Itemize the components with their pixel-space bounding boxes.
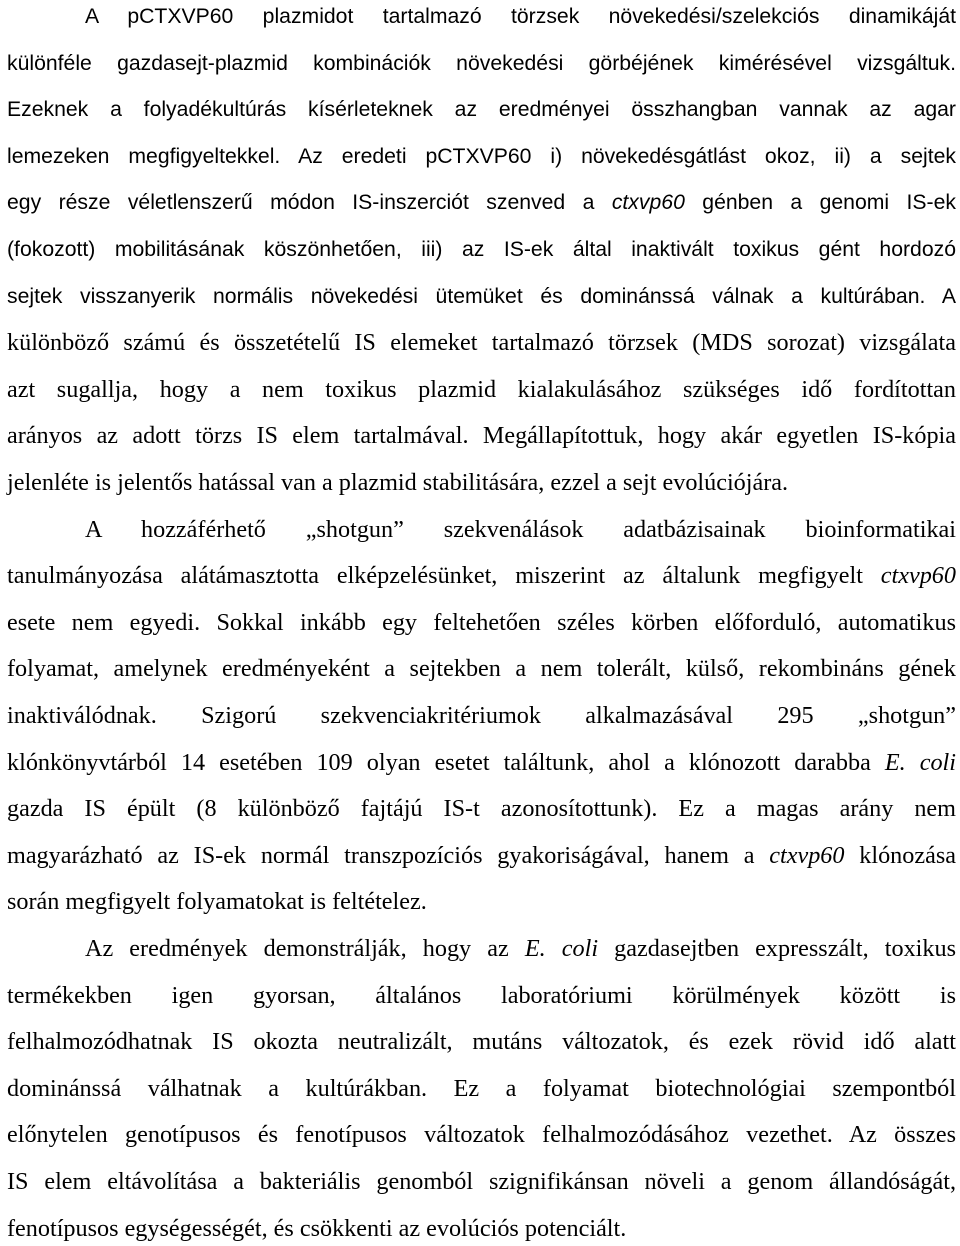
text-line	[7, 1212, 956, 1246]
text-run: során megfigyelt folyamatokat is feltételez.	[7, 888, 427, 916]
italic-term: E. coli	[524, 935, 599, 962]
text-run: inaktiválódnak. Szigorú szekvenciakritériumok alkalmazásával 295 „shotgun”	[7, 702, 956, 729]
text-line	[85, 513, 956, 547]
italic-term: ctxvp60	[880, 562, 956, 590]
text-run: gazdasejtben expresszált, toxikus	[598, 935, 956, 962]
italic-term: E. coli	[884, 748, 956, 776]
text-line	[7, 746, 956, 780]
text-run: felhalmozódhatnak IS okozta neutralizált, mutáns változatok, és ezek rövid idő alatt	[7, 1028, 956, 1056]
text-line	[7, 140, 956, 174]
text-run: A hozzáférhető „shotgun” szekvenálások adatbázisainak bioinformatikai	[85, 515, 956, 543]
text-line	[7, 559, 956, 593]
text-line	[7, 419, 956, 453]
text-line	[85, 0, 956, 34]
text-line	[7, 326, 956, 360]
text-run: különféle gazdasejt-plazmid kombinációk növekedési görbéjének kimérésével vizsgáltuk.	[7, 51, 956, 75]
text-run: génben a genomi IS-ek	[684, 191, 956, 215]
text-run: különböző számú és összetételű IS elemeket tartalmazó törzsek (MDS sorozat) vizsgálata	[7, 329, 956, 357]
text-line	[7, 233, 956, 267]
text-line	[7, 466, 956, 500]
text-line	[7, 979, 956, 1013]
text-run: IS elem eltávolítása a bakteriális genomból szignifikánsan növeli a genom állandóságát,	[7, 1168, 956, 1195]
text-run: jelenléte is jelentős hatással van a plazmid stabilitására, ezzel a sejt evolúciójára.	[7, 469, 789, 496]
text-run: Ezeknek a folyadékultúrás kísérleteknek az eredményei összhangban vannak az agar	[7, 98, 956, 122]
text-line	[7, 652, 956, 686]
italic-term: ctxvp60	[769, 841, 845, 869]
text-line	[7, 1072, 956, 1106]
text-run: sejtek visszanyerik normális növekedési ütemüket és dominánssá válnak a kultúrában. A	[7, 284, 956, 308]
text-run: (fokozott) mobilitásának köszönhetően, iii) az IS-ek által inaktivált toxikus gént hordozó	[7, 238, 956, 261]
text-line	[7, 280, 956, 314]
text-run: azt sugallja, hogy a nem toxikus plazmid kialakulásához szükséges idő fordítottan	[7, 375, 956, 403]
text-line	[7, 885, 956, 919]
text-run: dominánssá válhatnak a kultúrákban. Ez a folyamat biotechnológiai szempontból	[7, 1074, 956, 1102]
text-line	[85, 932, 956, 966]
text-run: A pCTXVP60 plazmidot tartalmazó törzsek növekedési/szelekciós dinamikáját	[85, 5, 956, 28]
text-line	[7, 186, 956, 220]
text-line	[7, 792, 956, 826]
text-run: klónozása	[844, 841, 956, 869]
text-run: fenotípusos egységességét, és csökkenti az evolúciós potenciált.	[7, 1214, 627, 1242]
text-run: esete nem egyedi. Sokkal inkább egy feltehetően széles körben előforduló, automatikus	[7, 608, 956, 636]
text-line	[7, 1118, 956, 1152]
text-line	[7, 1165, 956, 1199]
text-line	[7, 839, 956, 873]
italic-term: ctxvp60	[611, 191, 685, 215]
text-line	[7, 699, 956, 733]
text-run: folyamat, amelynek eredményeként a sejtekben a nem tolerált, külső, rekombináns gének	[7, 655, 956, 683]
text-run: arányos az adott törzs IS elem tartalmával. Megállapítottuk, hogy akár egyetlen IS-kópia	[7, 422, 956, 450]
text-run: gazda IS épült (8 különböző fajtájú IS-t azonosítottunk). Ez a magas arány nem	[7, 795, 956, 823]
text-line	[7, 1025, 956, 1059]
text-line	[7, 606, 956, 640]
text-run: egy része véletlenszerű módon IS-inszerciót szenved a	[7, 191, 612, 215]
text-run: előnytelen genotípusos és fenotípusos változatok felhalmozódásához vezethet. Az összes	[7, 1121, 956, 1149]
text-run: termékekben igen gyorsan, általános laboratóriumi körülmények között is	[7, 981, 956, 1009]
text-run: tanulmányozása alátámasztotta elképzelésünket, miszerint az általunk megfigyelt	[7, 562, 881, 590]
text-run: klónkönyvtárból 14 esetében 109 olyan esetet találtunk, ahol a klónozott darabba	[7, 748, 885, 776]
text-line	[7, 373, 956, 407]
text-run: Az eredmények demonstrálják, hogy az	[85, 935, 525, 962]
text-run: Az eredeti pCTXVP60 i) növekedésgátlást okoz, ii) a sejtek	[280, 144, 956, 168]
text-line	[7, 93, 956, 127]
text-run: lemezeken megfigyeltekkel.	[7, 144, 281, 168]
text-line	[7, 47, 956, 81]
text-run: magyarázható az IS-ek normál transzpozíciós gyakoriságával, hanem a	[7, 841, 770, 869]
